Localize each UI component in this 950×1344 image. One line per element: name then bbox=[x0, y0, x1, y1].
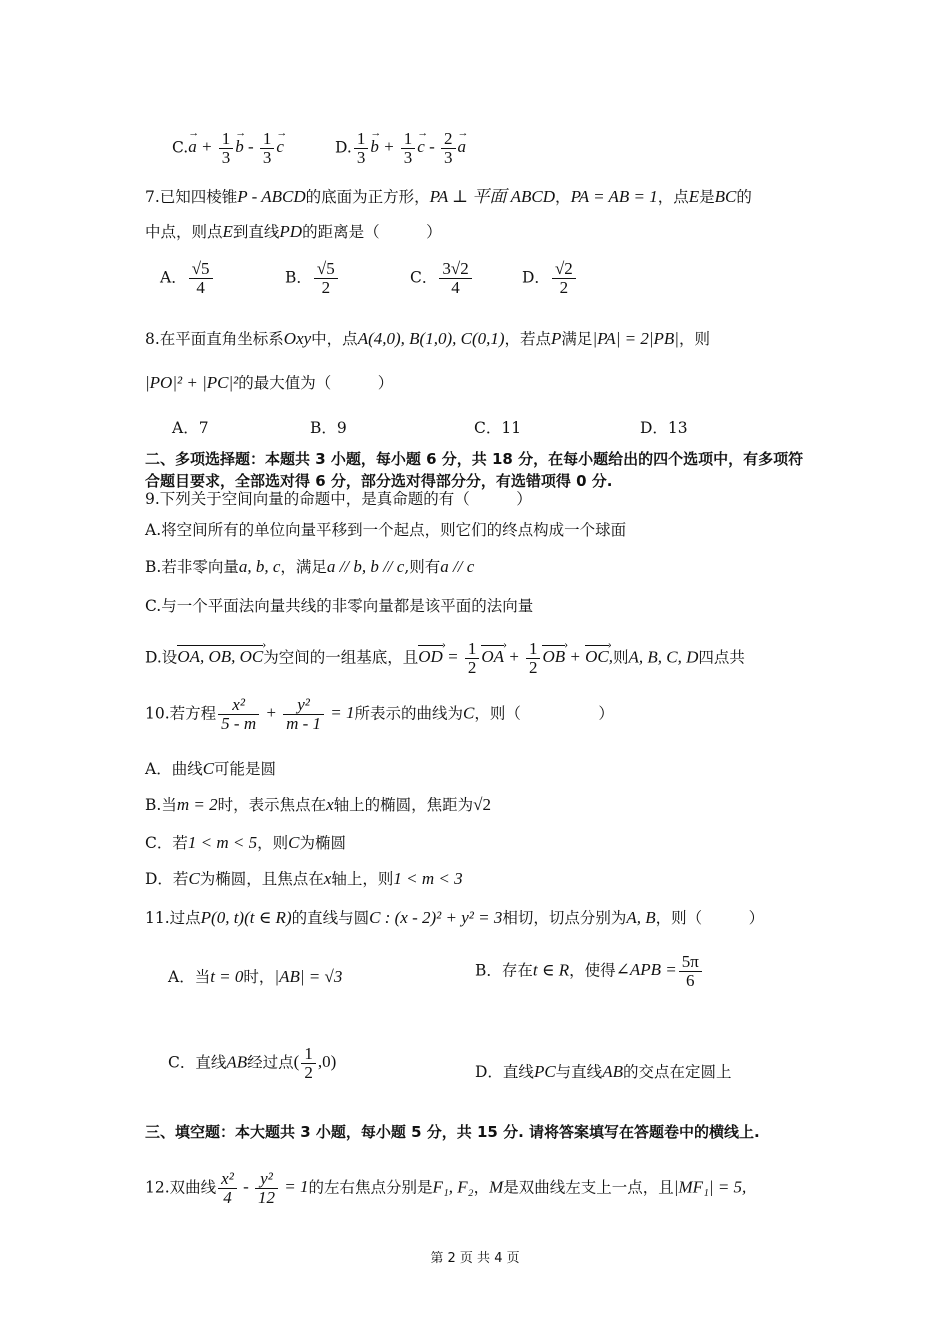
q11-option-c bbox=[168, 1045, 336, 1082]
q7-option-a bbox=[160, 260, 215, 297]
text: 12.双曲线 bbox=[145, 1178, 217, 1197]
math: P - ABCD bbox=[237, 187, 306, 206]
text: C．若 bbox=[145, 834, 188, 852]
math: C bbox=[288, 833, 300, 852]
text: 与直线 bbox=[555, 1063, 603, 1081]
math: x bbox=[326, 795, 334, 814]
math: A, B bbox=[626, 908, 656, 927]
denominator: 4 bbox=[451, 277, 460, 297]
text: 的 bbox=[736, 188, 752, 206]
text: 8.在平面直角坐标系 bbox=[145, 330, 284, 348]
math: ∠APB = bbox=[615, 960, 677, 980]
text: 的距离是（ ） bbox=[302, 223, 442, 241]
text: 为椭圆 bbox=[299, 834, 346, 852]
q11-option-b bbox=[475, 953, 704, 990]
text: ，则 bbox=[678, 330, 710, 348]
section-heading: 二、多项选择题：本题共 3 小题，每小题 6 分，共 18 分，在每小题给出的四个选项中，有多项符合题目要求，全部选对得 6 分，部分选对得部分分，有选错项得 0 分. bbox=[145, 450, 804, 490]
numerator: 5π bbox=[679, 953, 702, 972]
math: 1 < m < 5 bbox=[187, 833, 258, 852]
q12-stem: 12.双曲线 $\frac{\text{x²}}{4}$ - $\frac{\text{y²}}{12}$ = 1的左右焦点分别是F₁, F₂，M是双曲线左支上一点，且|MF₁| = 5, bbox=[145, 1169, 747, 1207]
section-heading: 三、填空题：本大题共 3 小题，每小题 5 分，共 15 分. 请将答案填写在答题卷中的横线上. bbox=[145, 1123, 760, 1141]
denominator: m - 1 bbox=[286, 713, 322, 733]
text: 经过点 bbox=[247, 1053, 294, 1072]
math: PD bbox=[279, 222, 303, 241]
q7-stem-line2 bbox=[145, 222, 442, 242]
q9-stem: 9.下列关于空间向量的命题中，是真命题的有（ ） bbox=[145, 490, 532, 508]
math: ,0) bbox=[317, 1052, 337, 1072]
text: D．若 bbox=[145, 870, 189, 888]
q7-option-c bbox=[410, 260, 474, 297]
denominator: 2 bbox=[559, 277, 569, 297]
text: 的交点在定圆上 bbox=[622, 1063, 732, 1081]
text: 相切，切点分别为 bbox=[502, 909, 627, 927]
q10-option-a bbox=[145, 759, 276, 779]
denominator: 2 bbox=[467, 657, 477, 677]
text: ，使得 bbox=[569, 961, 616, 980]
q10-option-d bbox=[145, 869, 463, 889]
math: A(4,0), B(1,0), C(0,1) bbox=[357, 329, 505, 348]
denominator: 12 bbox=[257, 1187, 275, 1207]
math: √2 bbox=[473, 795, 491, 814]
text: A．曲线 bbox=[145, 760, 203, 778]
math: P(0, t)(t ∈ R) bbox=[200, 908, 292, 927]
denominator: 4 bbox=[196, 277, 205, 297]
math: 1 < m < 3 bbox=[393, 869, 463, 888]
math: C bbox=[188, 869, 200, 888]
denominator: 5 - m bbox=[221, 713, 257, 733]
option-label: C． bbox=[410, 268, 438, 287]
math: t = 0 bbox=[210, 967, 244, 986]
math: a // b, b // c bbox=[326, 557, 405, 576]
numerator: x² bbox=[218, 1170, 237, 1189]
text: 所表示的曲线为 bbox=[354, 704, 464, 723]
numerator: √5 bbox=[189, 260, 213, 279]
q11-option-d bbox=[475, 1060, 731, 1082]
text: ,则有 bbox=[404, 558, 441, 576]
text: 则 bbox=[613, 648, 629, 667]
text: 11.过点 bbox=[145, 909, 201, 927]
q11-option-a bbox=[168, 965, 342, 987]
q10-option-b bbox=[145, 795, 491, 815]
numerator: y² bbox=[255, 1170, 278, 1189]
math: E bbox=[222, 222, 233, 241]
option-label: A． bbox=[160, 268, 187, 287]
math: x bbox=[323, 869, 332, 888]
text: 轴上，则 bbox=[331, 870, 394, 888]
denominator: 6 bbox=[686, 970, 695, 990]
option-label: D. bbox=[335, 138, 352, 157]
math: m = 2 bbox=[176, 795, 218, 814]
q9-option-a: A.将空间所有的单位向量平移到一个起点，则它们的终点构成一个球面 bbox=[145, 521, 627, 539]
math: E bbox=[688, 187, 700, 206]
math: M bbox=[489, 1177, 504, 1197]
math: AB bbox=[226, 1052, 248, 1072]
text: ，满足 bbox=[280, 558, 327, 576]
text: ，若点 bbox=[504, 330, 552, 348]
q9-option-d: D.设OA, OB, OC ›为空间的一组基底，且OD › = $\frac{1}{2}$ OA › + $\frac{1}{2}$ OB › + OC ›,则A, B, C, D四点共 bbox=[145, 640, 745, 677]
q10-stem: 10.若方程 $\frac{\text{x²}}{5 - m}$ + $\frac{\text{y²}}{m - 1}$ = 1所表示的曲线为C，则（ ） bbox=[145, 695, 614, 733]
text: 是 bbox=[699, 188, 715, 206]
math: |MF₁| = 5, bbox=[673, 1177, 747, 1197]
math: PC bbox=[533, 1062, 556, 1081]
math: = bbox=[447, 647, 459, 667]
text: D.设 bbox=[145, 648, 178, 667]
numerator: 1 bbox=[301, 1045, 316, 1064]
numerator: √2 bbox=[552, 260, 576, 279]
text: B.当 bbox=[145, 796, 177, 814]
denominator: 2 bbox=[528, 657, 538, 677]
q8-option-d: D．13 bbox=[640, 419, 688, 437]
math: a // c bbox=[440, 557, 475, 576]
denominator: 2 bbox=[304, 1062, 313, 1082]
text: 为椭圆，且焦点在 bbox=[199, 870, 324, 888]
text: B.若非零向量 bbox=[145, 558, 239, 576]
text: 的直线与圆 bbox=[291, 909, 370, 927]
text: 为空间的一组基底，且 bbox=[263, 648, 419, 667]
text: 的左右焦点分别是 bbox=[308, 1178, 433, 1197]
page-footer: 第 2 页 共 4 页 bbox=[430, 1251, 520, 1266]
text: ， bbox=[473, 1178, 490, 1197]
numerator: x² bbox=[218, 696, 259, 715]
text: 四点共 bbox=[698, 648, 745, 667]
text: 可能是圆 bbox=[214, 760, 277, 778]
text: ，则（ ） bbox=[474, 704, 614, 723]
text: ，点 bbox=[657, 188, 689, 206]
math: Oxy bbox=[283, 329, 312, 348]
math: |PO|² + |PC|² bbox=[145, 373, 239, 392]
math: P bbox=[551, 329, 562, 348]
text: A．当 bbox=[168, 968, 211, 986]
text: 中点，则点 bbox=[145, 223, 223, 241]
math: PA ⊥ 平面 ABCD bbox=[429, 187, 556, 206]
numerator: y² bbox=[283, 696, 324, 715]
q8-option-b: B．9 bbox=[310, 419, 347, 437]
numerator: 1 bbox=[465, 640, 480, 659]
math: = 1 bbox=[330, 703, 355, 723]
text: ， bbox=[555, 188, 571, 206]
math: = 1 bbox=[284, 1177, 309, 1197]
math: OC › bbox=[585, 645, 609, 667]
text: 时， bbox=[243, 968, 275, 986]
math: C bbox=[202, 759, 215, 778]
q8-stem-line1 bbox=[145, 329, 710, 349]
denominator: 4 bbox=[223, 1187, 232, 1207]
text: 的最大值为（ ） bbox=[238, 374, 394, 392]
numerator: 3√2 bbox=[439, 260, 471, 279]
q9-option-b bbox=[145, 557, 474, 577]
math: C bbox=[463, 703, 475, 723]
q7-option-b bbox=[285, 260, 340, 297]
numerator: √5 bbox=[314, 260, 338, 279]
option-label: D． bbox=[522, 268, 550, 287]
text: C．直线 bbox=[168, 1053, 227, 1072]
math: F₁, F₂ bbox=[432, 1177, 474, 1197]
math: OA, OB, OC › bbox=[177, 645, 263, 667]
q8-stem-line2 bbox=[145, 373, 393, 393]
math: |AB| = √3 bbox=[274, 967, 343, 986]
text: B．存在 bbox=[475, 961, 533, 980]
numerator: 1 bbox=[526, 640, 541, 659]
math: a, b, c bbox=[238, 557, 281, 576]
text: D．直线 bbox=[475, 1063, 534, 1081]
q9-option-c: C.与一个平面法向量共线的非零向量都是该平面的法向量 bbox=[145, 597, 534, 615]
math: ( bbox=[293, 1052, 300, 1072]
q10-option-c bbox=[145, 833, 346, 853]
q7-stem-line1 bbox=[145, 187, 752, 207]
q6-option-c: C.→ a + $\frac{1}{3}$ → b - $\frac{1}{3}$ → c bbox=[172, 130, 284, 167]
q8-option-c: C．11 bbox=[474, 419, 522, 437]
text: 到直线 bbox=[232, 223, 280, 241]
text: 满足 bbox=[561, 330, 593, 348]
math: t ∈ R bbox=[532, 960, 570, 980]
text: 10.若方程 bbox=[145, 704, 217, 723]
math: BC bbox=[714, 187, 737, 206]
option-label: B． bbox=[285, 268, 312, 287]
q8-option-a: A．7 bbox=[172, 419, 209, 437]
text: 7.已知四棱锥 bbox=[145, 188, 238, 206]
text: ，则 bbox=[257, 834, 289, 852]
math: OD › bbox=[418, 645, 443, 667]
q7-option-d bbox=[522, 260, 578, 297]
denominator: 2 bbox=[321, 277, 331, 297]
text: 轴上的椭圆，焦距为 bbox=[333, 796, 474, 814]
math: A, B, C, D bbox=[628, 647, 699, 667]
math: |PA| = 2|PB| bbox=[592, 329, 679, 348]
math: PA = AB = 1 bbox=[570, 187, 658, 206]
math: C : (x - 2)² + y² = 3 bbox=[369, 908, 503, 927]
q11-stem bbox=[145, 908, 764, 928]
text: ，则（ ） bbox=[655, 909, 765, 927]
text: 中，点 bbox=[311, 330, 358, 348]
text: 时，表示焦点在 bbox=[217, 796, 327, 814]
text: 是双曲线左支上一点，且 bbox=[503, 1178, 674, 1197]
math: OB › bbox=[542, 645, 565, 667]
math: OA › bbox=[481, 645, 504, 667]
text: 的底面为正方形， bbox=[305, 188, 430, 206]
option-label: C. bbox=[172, 138, 189, 157]
q6-option-d: D. $\frac{1}{3}$ → b + $\frac{1}{3}$ → c - $\frac{2}{3}$ → a bbox=[335, 130, 466, 167]
math: AB bbox=[602, 1062, 623, 1081]
